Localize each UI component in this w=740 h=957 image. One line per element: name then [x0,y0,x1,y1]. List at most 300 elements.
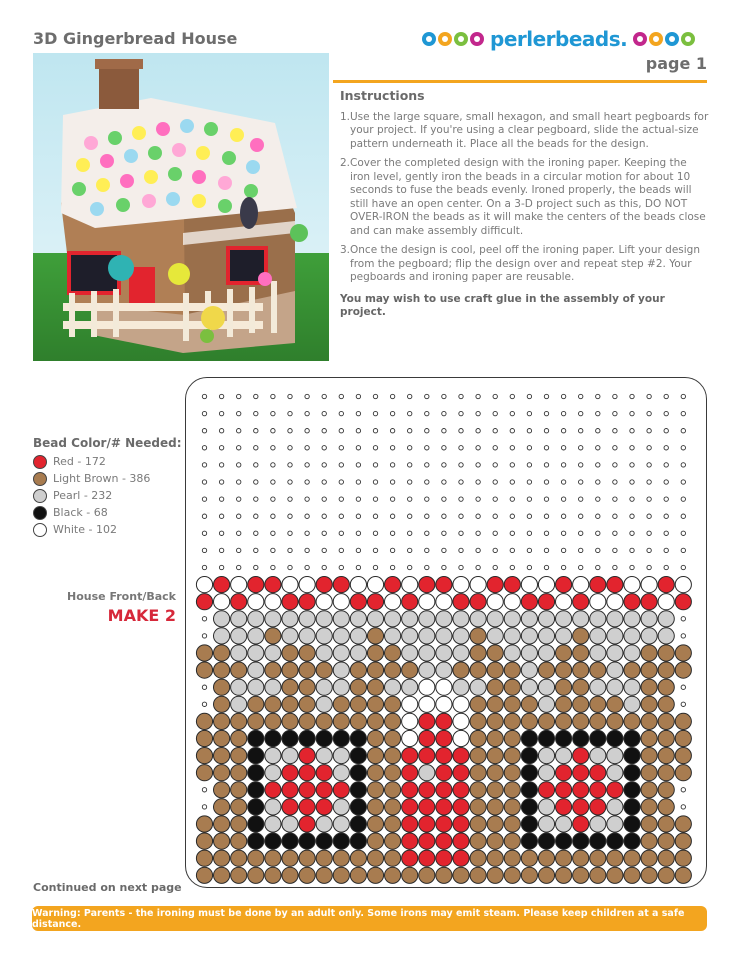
bead [521,799,537,815]
empty-peg [322,446,326,450]
bead [333,696,349,712]
empty-peg [202,394,206,398]
bead [641,662,657,678]
empty-peg [510,497,514,501]
empty-peg [339,411,343,415]
bead [402,730,418,746]
bead [214,577,230,593]
bead [265,833,281,849]
bead [590,867,606,883]
bead [624,833,640,849]
bead [573,730,589,746]
bead [624,730,640,746]
bead [556,679,572,695]
bead [385,850,401,866]
empty-peg [288,514,292,518]
empty-peg [664,531,668,535]
bead [385,645,401,661]
bead [538,577,554,593]
bead [470,577,486,593]
bead [504,679,520,695]
empty-peg [630,463,634,467]
empty-peg [647,463,651,467]
bead [624,713,640,729]
empty-peg [254,429,258,433]
bead [556,628,572,644]
empty-peg [408,411,412,415]
bead [248,748,264,764]
bead [590,713,606,729]
bead [470,594,486,610]
bead [658,748,674,764]
bead [573,577,589,593]
empty-peg [664,480,668,484]
bead [248,696,264,712]
empty-peg [356,446,360,450]
empty-peg [408,429,412,433]
empty-peg [254,394,258,398]
make-count: MAKE 2 [107,606,176,625]
bead [453,679,469,695]
continued-note: Continued on next page [33,881,182,894]
bead [521,816,537,832]
bead [231,850,247,866]
bead [624,645,640,661]
empty-peg [425,548,429,552]
bead [521,782,537,798]
bead [196,730,212,746]
bead [333,782,349,798]
bead [350,782,366,798]
bead [367,628,383,644]
empty-peg [305,446,309,450]
bead [265,730,281,746]
bead [367,850,383,866]
empty-peg [408,514,412,518]
empty-peg [647,531,651,535]
empty-peg [390,463,394,467]
empty-peg [202,548,206,552]
bead [607,662,623,678]
empty-peg [596,411,600,415]
empty-peg [527,514,531,518]
empty-peg [630,514,634,518]
bead [333,679,349,695]
bead [316,696,332,712]
empty-peg [613,514,617,518]
empty-peg [339,548,343,552]
bead [556,816,572,832]
empty-peg [613,446,617,450]
bead [607,730,623,746]
bead [402,679,418,695]
legend-item-pearl [33,487,182,504]
bead [333,833,349,849]
empty-peg [613,429,617,433]
empty-peg [613,497,617,501]
bead [316,850,332,866]
bead [590,577,606,593]
empty-peg [288,463,292,467]
empty-peg [425,497,429,501]
bead [607,816,623,832]
bead [658,850,674,866]
empty-peg [425,565,429,569]
empty-peg [459,548,463,552]
bead [282,662,298,678]
bead [504,816,520,832]
legend-label: Light Brown - 386 [53,472,151,485]
bead [265,782,281,798]
bead [265,662,281,678]
empty-peg [579,565,583,569]
bead [521,730,537,746]
empty-peg [425,480,429,484]
bead [402,611,418,627]
bead [436,730,452,746]
empty-peg [373,429,377,433]
bead [265,713,281,729]
empty-peg [579,463,583,467]
empty-peg [442,463,446,467]
bead [299,765,315,781]
empty-peg [476,429,480,433]
bead [521,628,537,644]
empty-peg [664,497,668,501]
empty-peg [408,548,412,552]
empty-peg [271,394,275,398]
bead [231,833,247,849]
empty-peg [237,548,241,552]
empty-peg [390,446,394,450]
empty-peg [356,429,360,433]
bead [641,577,657,593]
empty-peg [237,514,241,518]
empty-peg [681,446,685,450]
bead [402,594,418,610]
bead [214,713,230,729]
bead [419,577,435,593]
bead [231,867,247,883]
bead [590,850,606,866]
bead [402,628,418,644]
empty-peg [237,531,241,535]
bead [299,713,315,729]
bead [214,799,230,815]
bead [453,577,469,593]
empty-peg [339,394,343,398]
bead [350,594,366,610]
bead [436,850,452,866]
empty-peg [322,394,326,398]
empty-peg [271,514,275,518]
empty-peg [237,480,241,484]
bead [385,765,401,781]
empty-peg [373,480,377,484]
bead [299,577,315,593]
empty-peg [459,531,463,535]
empty-peg [390,514,394,518]
bead [265,850,281,866]
bead [658,816,674,832]
bead [214,679,230,695]
bead [248,850,264,866]
bead [282,730,298,746]
bead [350,816,366,832]
bead [282,765,298,781]
empty-peg [305,480,309,484]
bead [658,577,674,593]
empty-peg [202,788,206,792]
bead [538,628,554,644]
bead [419,662,435,678]
bead [590,833,606,849]
empty-peg [561,497,565,501]
bead [385,611,401,627]
bead [265,696,281,712]
bead [624,850,640,866]
empty-peg [579,480,583,484]
bead [521,577,537,593]
bead [214,696,230,712]
empty-peg [202,446,206,450]
bead [487,833,503,849]
bead [590,628,606,644]
bead [675,645,691,661]
bead [231,577,247,593]
bead [607,713,623,729]
empty-peg [219,446,223,450]
empty-peg [630,429,634,433]
bead [316,611,332,627]
empty-peg [408,463,412,467]
bead [231,611,247,627]
logo-dots-right [633,32,695,46]
bead [624,628,640,644]
bead [453,696,469,712]
bead [675,594,691,610]
bead [248,713,264,729]
empty-peg [664,411,668,415]
bead [556,748,572,764]
bead [470,867,486,883]
empty-peg [561,463,565,467]
bead [538,782,554,798]
empty-peg [356,514,360,518]
bead [231,765,247,781]
bead [419,645,435,661]
bead [402,850,418,866]
empty-peg [476,463,480,467]
empty-peg [681,617,685,621]
bead [470,765,486,781]
empty-peg [322,411,326,415]
bead [316,730,332,746]
bead [402,816,418,832]
bead [487,713,503,729]
empty-peg [288,394,292,398]
bead [214,748,230,764]
bead [590,816,606,832]
bead [521,833,537,849]
empty-peg [202,634,206,638]
perler-beads-logo [422,24,712,54]
empty-peg [561,514,565,518]
bead [641,867,657,883]
bead [658,696,674,712]
bead-grid [186,378,706,887]
bead [316,748,332,764]
bead [333,867,349,883]
instruction-step [340,157,710,238]
bead [521,611,537,627]
bead [607,867,623,883]
empty-peg [202,480,206,484]
empty-peg [476,548,480,552]
bead [658,628,674,644]
empty-peg [544,531,548,535]
bead [299,645,315,661]
empty-peg [459,394,463,398]
bead [641,611,657,627]
empty-peg [476,480,480,484]
empty-peg [544,514,548,518]
bead [350,850,366,866]
empty-peg [579,497,583,501]
bead [196,662,212,678]
bead [350,713,366,729]
bead [607,696,623,712]
empty-peg [202,531,206,535]
bead [333,765,349,781]
empty-peg [373,531,377,535]
empty-peg [681,548,685,552]
bead [333,799,349,815]
logo-dots-left [422,32,484,46]
bead [196,867,212,883]
bead [333,816,349,832]
bead [248,679,264,695]
bead [282,577,298,593]
bead [231,594,247,610]
empty-peg [527,463,531,467]
bead [214,833,230,849]
empty-peg [664,514,668,518]
bead [385,713,401,729]
empty-peg [596,497,600,501]
bead [573,696,589,712]
empty-peg [305,565,309,569]
bead [658,833,674,849]
empty-peg [561,394,565,398]
bead [624,594,640,610]
empty-peg [493,548,497,552]
bead [504,748,520,764]
bead [607,748,623,764]
empty-peg [254,446,258,450]
bead [521,696,537,712]
bead [658,662,674,678]
bead [641,645,657,661]
bead [196,713,212,729]
empty-peg [613,531,617,535]
bead [282,645,298,661]
empty-peg [322,480,326,484]
empty-peg [390,411,394,415]
empty-peg [288,411,292,415]
bead [487,628,503,644]
bead [521,662,537,678]
bead [402,799,418,815]
empty-peg [459,480,463,484]
empty-peg [476,394,480,398]
empty-peg [373,394,377,398]
empty-peg [356,531,360,535]
empty-peg [305,548,309,552]
bead [487,662,503,678]
bead [385,577,401,593]
bead [367,782,383,798]
empty-peg [630,394,634,398]
bead [214,628,230,644]
empty-peg [356,565,360,569]
empty-peg [202,429,206,433]
empty-peg [579,446,583,450]
empty-peg [493,446,497,450]
empty-peg [254,531,258,535]
bead [248,730,264,746]
bead [367,679,383,695]
bead [675,765,691,781]
bead [367,748,383,764]
bead [556,782,572,798]
empty-peg [442,514,446,518]
bead [453,816,469,832]
bead [402,833,418,849]
bead [214,765,230,781]
step-text: Once the design is cool, peel off the ironing paper. Lift your design from the pegboard; flip the design over and repeat step #2. Your pegboards and ironing paper are reusable. [350,244,700,283]
empty-peg [681,480,685,484]
bead [248,799,264,815]
empty-peg [254,548,258,552]
empty-peg [613,411,617,415]
bead [419,816,435,832]
warning-text: Warning: Parents - the ironing must be done by an adult only. Some irons may emit steam. Please keep children at a safe distance. [32,907,685,930]
empty-peg [442,497,446,501]
empty-peg [459,497,463,501]
empty-peg [596,514,600,518]
bead [419,611,435,627]
bead [538,730,554,746]
bead [436,748,452,764]
empty-peg [356,497,360,501]
bead [265,594,281,610]
bead [367,713,383,729]
empty-peg [681,685,685,689]
bead [419,679,435,695]
bead [419,730,435,746]
empty-peg [579,531,583,535]
bead [350,628,366,644]
empty-peg [613,548,617,552]
empty-peg [373,548,377,552]
bead [624,577,640,593]
empty-peg [305,531,309,535]
bead [573,645,589,661]
empty-peg [510,531,514,535]
bead [196,645,212,661]
bead [675,850,691,866]
